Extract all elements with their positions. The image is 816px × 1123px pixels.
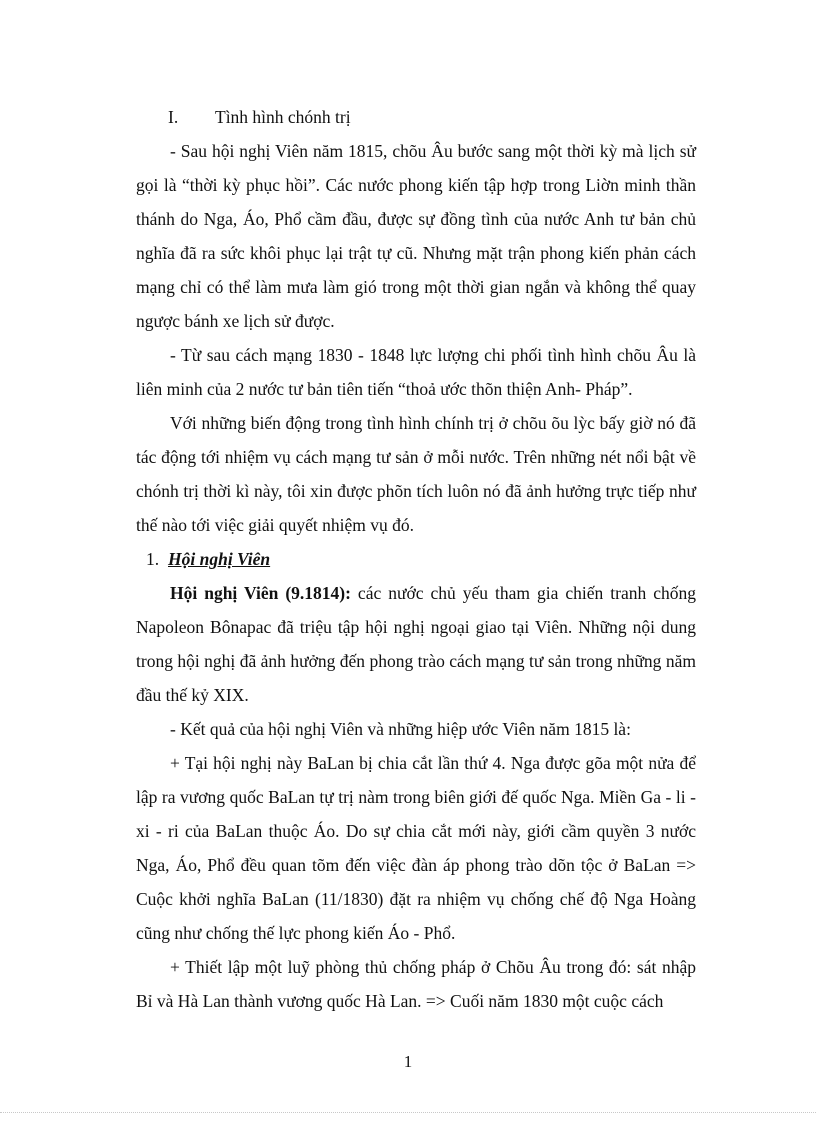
- page-bottom-divider: [0, 1112, 816, 1113]
- section-title: Tình hình chónh trị: [215, 107, 351, 127]
- section-number: I.: [168, 107, 179, 127]
- paragraph-results: - Kết quả của hội nghị Viên và những hiệp ước Viên năm 1815 là:: [170, 719, 631, 739]
- paragraph-congress-intro: [136, 576, 696, 712]
- subsection-heading: [136, 542, 696, 576]
- section-heading: [136, 100, 696, 134]
- paragraph-netherlands: + Thiết lập một luỹ phòng thủ chống pháp ở Chõu Âu trong đó: sát nhập Bỉ và Hà Lan thành vương quốc Hà Lan. => Cuối năm 1830 một cuộc cách: [136, 957, 696, 1011]
- paragraph-restoration: - Sau hội nghị Viên năm 1815, chõu Âu bước sang một thời kỳ mà lịch sử gọi là “thời kỳ phục hồi”. Các nước phong kiến tập hợp trong Liờn minh thần thánh do Nga, Áo, Phổ cầm đầu, được sự đồng tình của nước Anh tư bản chủ nghĩa đã ra sức khôi phục lại trật tự cũ. Nhưng mặt trận phong kiến phản cách mạng chỉ có thể làm mưa làm gió trong một thời gian ngắn và không thể quay ngược bánh xe lịch sử được.: [136, 141, 696, 331]
- subsection-number: 1.: [146, 549, 160, 569]
- paragraph-impact: Với những biến động trong tình hình chính trị ở chõu õu lỳc bấy giờ nó đã tác động tới nhiệm vụ cách mạng tư sản ở mỗi nước. Trên những nét nổi bật về chónh trị thời kì này, tôi xin được phõn tích luôn nó đã ảnh hưởng trực tiếp như thế nào tới việc giải quyết nhiệm vụ đó.: [136, 413, 696, 535]
- congress-bold-lead: Hội nghị Viên (9.1814):: [170, 583, 351, 603]
- paragraph-anglo-french: - Từ sau cách mạng 1830 - 1848 lực lượng chi phối tình hình chõu Âu là liên minh của 2 nước tư bản tiên tiến “thoả ước thõn thiện Anh- Pháp”.: [136, 345, 696, 399]
- page-number: 1: [403, 1052, 413, 1071]
- congress-intro-text: các nước chủ yếu tham gia chiến tranh chống Napoleon Bônapac đã triệu tập hội nghị ngoại giao tại Viên. Những nội dung trong hội nghị đã ảnh hưởng đến phong trào cách mạng tư sản trong những năm đầu thế kỷ XIX.: [136, 583, 696, 705]
- paragraph-poland: + Tại hội nghị này BaLan bị chia cắt lần thứ 4. Nga được gõa một nửa để lập ra vương quốc BaLan tự trị nàm trong biên giới đế quốc Nga. Miền Ga - li - xi - ri của BaLan thuộc Áo. Do sự chia cắt mới này, giới cầm quyền 3 nước Nga, Áo, Phổ đều quan tõm đến việc đàn áp phong trào dõn tộc ở BaLan => Cuộc khởi nghĩa BaLan (11/1830) đặt ra nhiệm vụ chống chế độ Nga Hoàng cũng như chống thế lực phong kiến Áo - Phổ.: [136, 753, 696, 943]
- page-content: [136, 100, 696, 1018]
- subsection-title: Hội nghị Viên: [168, 549, 271, 569]
